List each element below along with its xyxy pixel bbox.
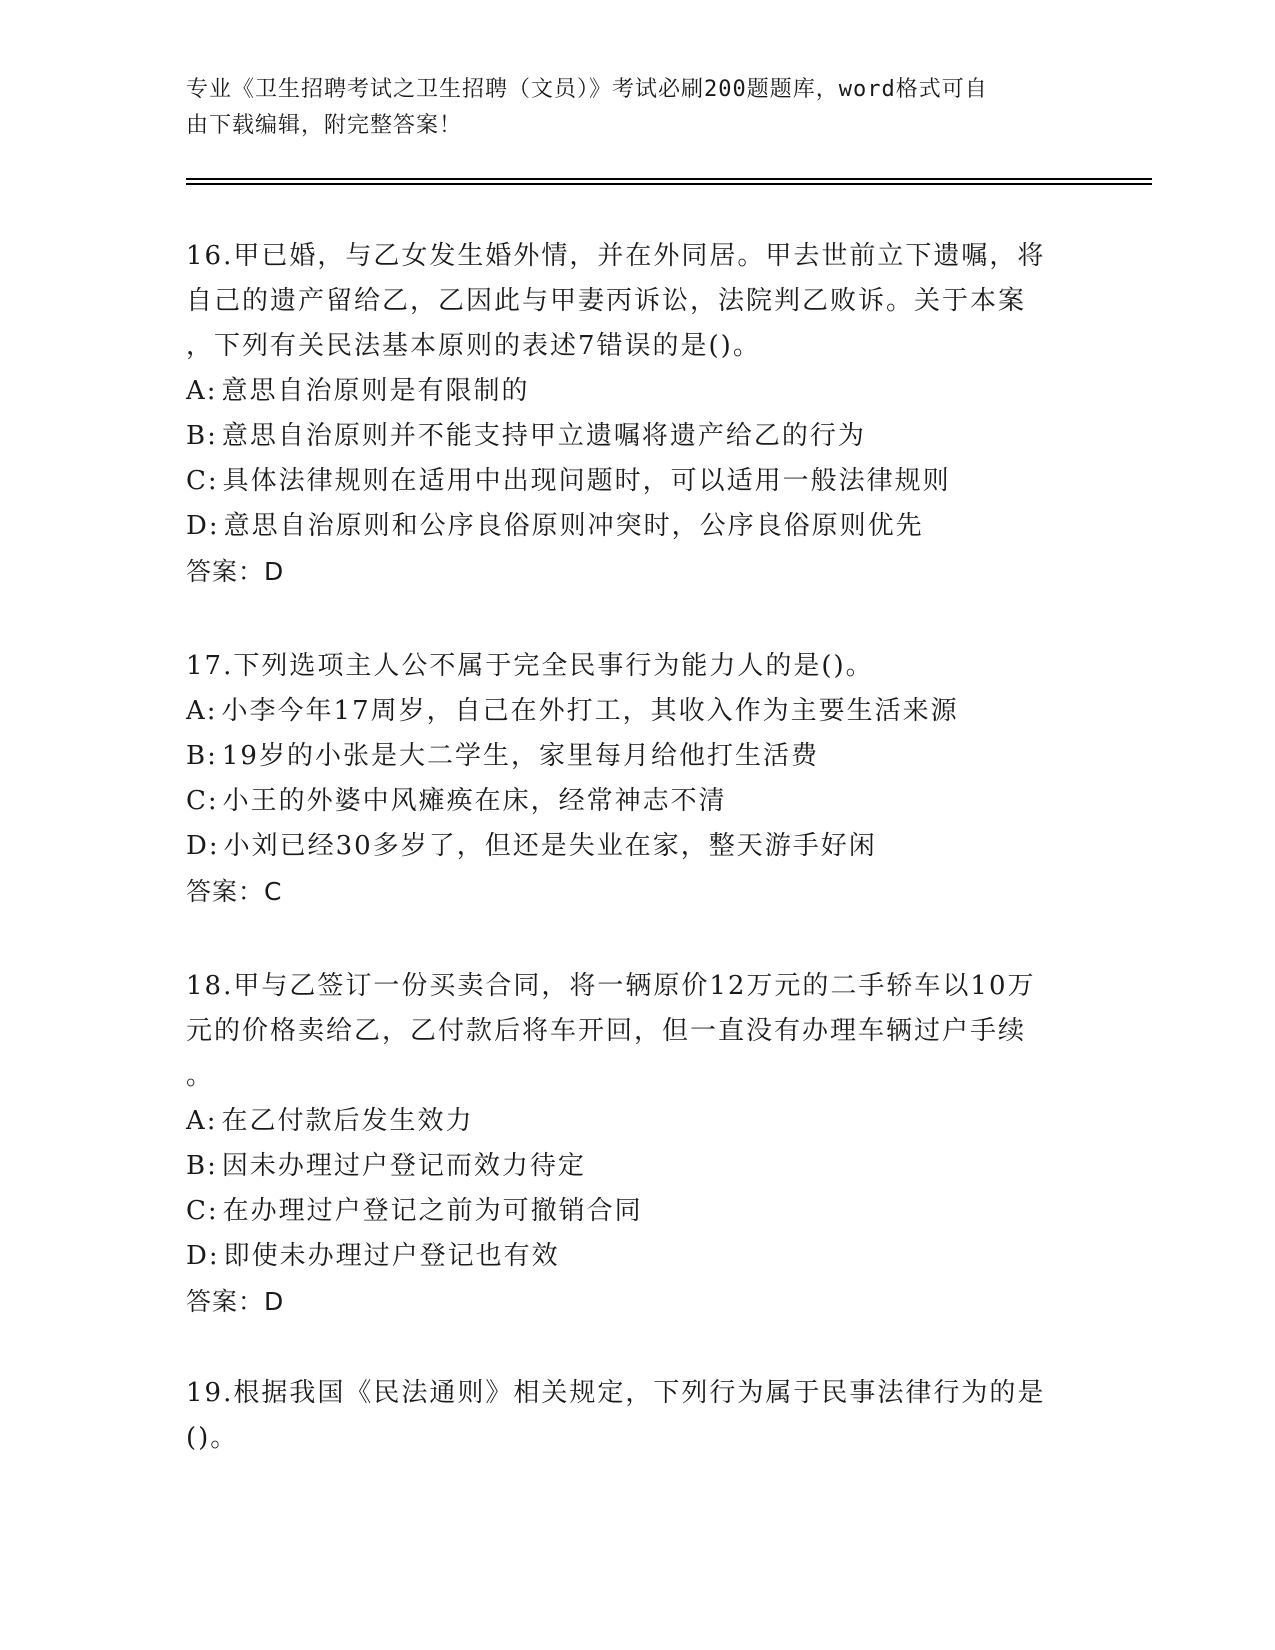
question-stem-line: 16.甲已婚，与乙女发生婚外情，并在外同居。甲去世前立下遗嘱，将 <box>186 241 1046 271</box>
option-text: 在办理过户登记之前为可撤销合同 <box>222 1196 643 1226</box>
option-a <box>186 369 1086 414</box>
option-text: 19岁的小张是大二学生，家里每月给他打生活费 <box>221 741 819 771</box>
option-key: D: <box>186 831 220 861</box>
option-key: A: <box>186 376 218 406</box>
question-stem-line: ，下列有关民法基本原则的表述7错误的是()。 <box>186 331 761 361</box>
option-text: 意思自治原则是有限制的 <box>221 376 530 406</box>
question-18 <box>186 964 1086 1324</box>
option-key: D: <box>186 511 220 541</box>
option-text: 意思自治原则并不能支持甲立遗嘱将遗产给乙的行为 <box>221 421 866 451</box>
option-b <box>186 1144 1086 1189</box>
option-text: 即使未办理过户登记也有效 <box>223 1241 560 1271</box>
header-divider-bottom <box>186 183 1152 185</box>
option-b <box>186 414 1086 459</box>
answer-label: 答案：C <box>186 877 283 906</box>
option-text: 具体法律规则在适用中出现问题时，可以适用一般法律规则 <box>222 466 951 496</box>
option-key: A: <box>186 1106 218 1136</box>
option-c <box>186 459 1086 504</box>
question-stem-line: 19.根据我国《民法通则》相关规定，下列行为属于民事法律行为的是 <box>186 1378 1046 1408</box>
answer-label: 答案：D <box>186 557 285 586</box>
document-header <box>186 72 1086 144</box>
option-key: C: <box>186 1196 219 1226</box>
option-c <box>186 779 1086 824</box>
option-d <box>186 504 1086 549</box>
option-text: 在乙付款后发生效力 <box>221 1106 474 1136</box>
question-stem-line: ()。 <box>186 1423 239 1453</box>
option-a <box>186 689 1086 734</box>
header-line-2: 由下载编辑，附完整答案！ <box>186 113 463 138</box>
question-stem-line: 自己的遗产留给乙，乙因此与甲妻丙诉讼，法院判乙败诉。关于本案 <box>186 286 1027 316</box>
option-text: 意思自治原则和公序良俗原则冲突时，公序良俗原则优先 <box>223 511 924 541</box>
question-19 <box>186 1371 1086 1461</box>
question-stem-line: 元的价格卖给乙，乙付款后将车开回，但一直没有办理车辆过户手续 <box>186 1016 1027 1046</box>
option-d <box>186 1234 1086 1279</box>
option-key: C: <box>186 786 219 816</box>
option-text: 小刘已经30多岁了，但还是失业在家，整天游手好闲 <box>223 831 877 861</box>
option-text: 小李今年17周岁，自己在外打工，其收入作为主要生活来源 <box>221 696 959 726</box>
option-b <box>186 734 1086 779</box>
option-key: B: <box>186 421 218 451</box>
question-stem-line: 。 <box>186 1061 215 1091</box>
question-17 <box>186 644 1086 914</box>
option-key: B: <box>186 1151 218 1181</box>
option-key: B: <box>186 741 218 771</box>
question-stem-line: 17.下列选项主人公不属于完全民事行为能力人的是()。 <box>186 651 874 681</box>
answer-label: 答案：D <box>186 1287 285 1316</box>
option-key: C: <box>186 466 219 496</box>
header-divider-top <box>186 178 1152 180</box>
option-text: 因未办理过户登记而效力待定 <box>221 1151 586 1181</box>
question-stem-line: 18.甲与乙签订一份买卖合同，将一辆原价12万元的二手轿车以10万 <box>186 971 1036 1001</box>
option-key: D: <box>186 1241 220 1271</box>
option-c <box>186 1189 1086 1234</box>
header-line-1: 专业《卫生招聘考试之卫生招聘（文员）》考试必刷200题题库，word格式可自 <box>186 77 988 102</box>
option-a <box>186 1099 1086 1144</box>
option-d <box>186 824 1086 869</box>
option-key: A: <box>186 696 218 726</box>
question-16 <box>186 234 1086 594</box>
option-text: 小王的外婆中风瘫痪在床，经常神志不清 <box>222 786 727 816</box>
